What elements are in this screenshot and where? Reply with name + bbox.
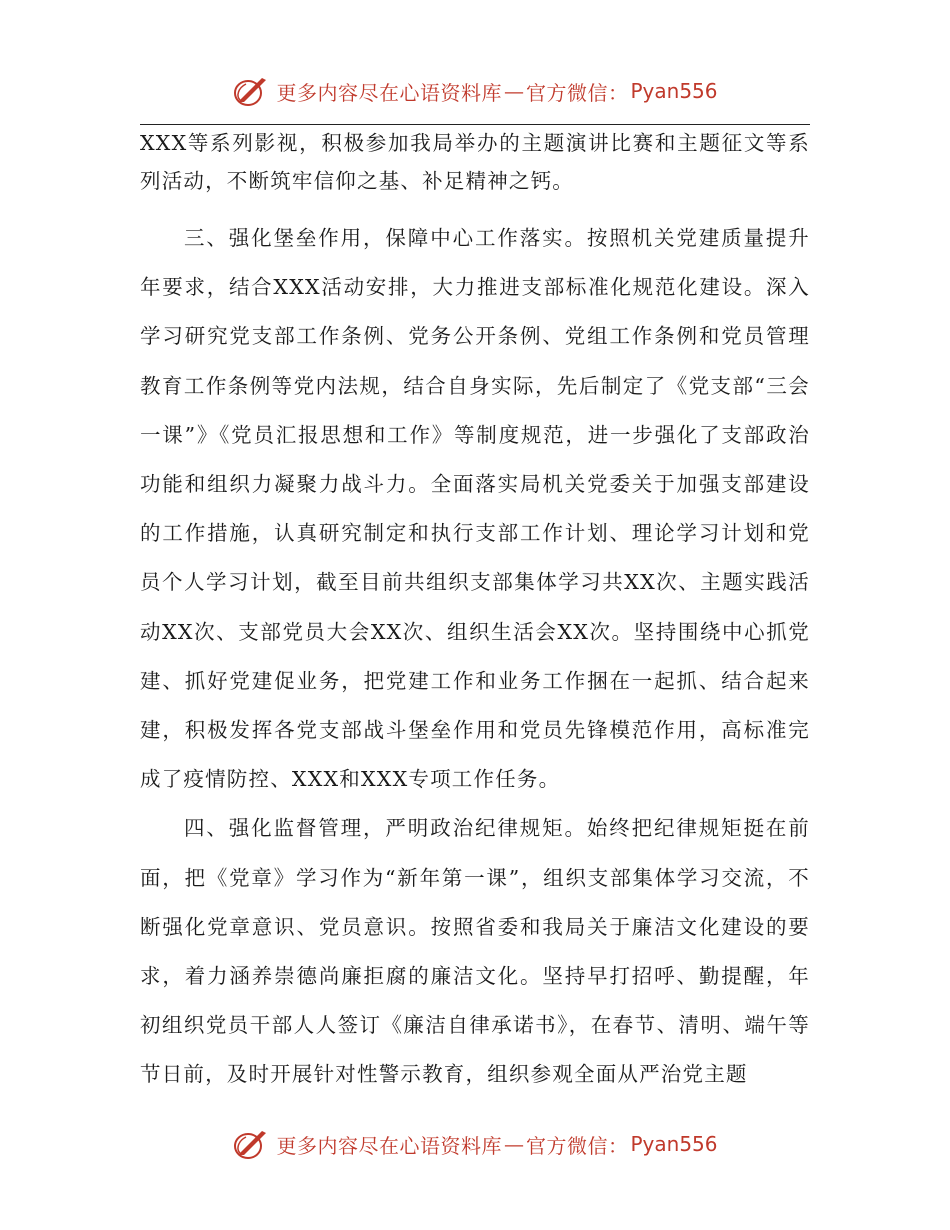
watermark-text: 更多内容尽在心语资料库 (276, 80, 502, 105)
document-body (140, 124, 810, 1100)
paragraph-continuation: XXX等系列影视，积极参加我局举办的主题演讲比赛和主题征文等系列活动，不断筑牢信仰之基、补足精神之钙。 (140, 131, 810, 193)
paragraph-section-four: 四、强化监督管理，严明政治纪律规矩。始终把纪律规矩挺在前面，把《党章》学习作为“新年第一课”，组织支部集体学习交流，不断强化党章意识、党员意识。按照省委和我局关于廉洁文化建设的要求，着力涵养崇德尚廉拒腐的廉洁文化。坚持早打招呼、勤提醒，年初组织党员干部人人签订《廉洁自律承诺书》，在春节、清明、端午等节日前，及时开展针对性警示教育，组织参观全面从严治党主题 (140, 816, 810, 1087)
watermark-text: 更多内容尽在心语资料库 (276, 1133, 502, 1158)
footer-watermark (0, 1127, 950, 1161)
watermark-label: 官方微信： (525, 1133, 629, 1158)
watermark-label: 官方微信： (525, 80, 629, 105)
header-watermark (0, 74, 950, 108)
watermark-id: Pyan556 (630, 79, 718, 103)
quill-logo-icon (232, 74, 270, 108)
watermark-dash: — (503, 79, 524, 103)
paragraph-section-three: 三、强化堡垒作用，保障中心工作落实。按照机关党建质量提升年要求，结合XXX活动安排，大力推进支部标准化规范化建设。深入学习研究党支部工作条例、党务公开条例、党组工作条例和党员管理教育工作条例等党内法规，结合自身实际，先后制定了《党支部“三会一课”》《党员汇报思想和工作》等制度规范，进一步强化了支部政治功能和组织力凝聚力战斗力。全面落实局机关党委关于加强支部建设的工作措施，认真研究制定和执行支部工作计划、理论学习计划和党员个人学习计划，截至目前共组织支部集体学习共XX次、主题实践活动XX次、支部党员大会XX次、组织生活会XX次。坚持围绕中心抓党建、抓好党建促业务，把党建工作和业务工作捆在一起抓、结合起来建，积极发挥各党支部战斗堡垒作用和党员先锋模范作用，高标准完成了疫情防控、XXX和XXX专项工作任务。 (140, 226, 810, 792)
watermark-id: Pyan556 (630, 1132, 718, 1156)
watermark-dash: — (503, 1132, 524, 1156)
quill-logo-icon (232, 1127, 270, 1161)
